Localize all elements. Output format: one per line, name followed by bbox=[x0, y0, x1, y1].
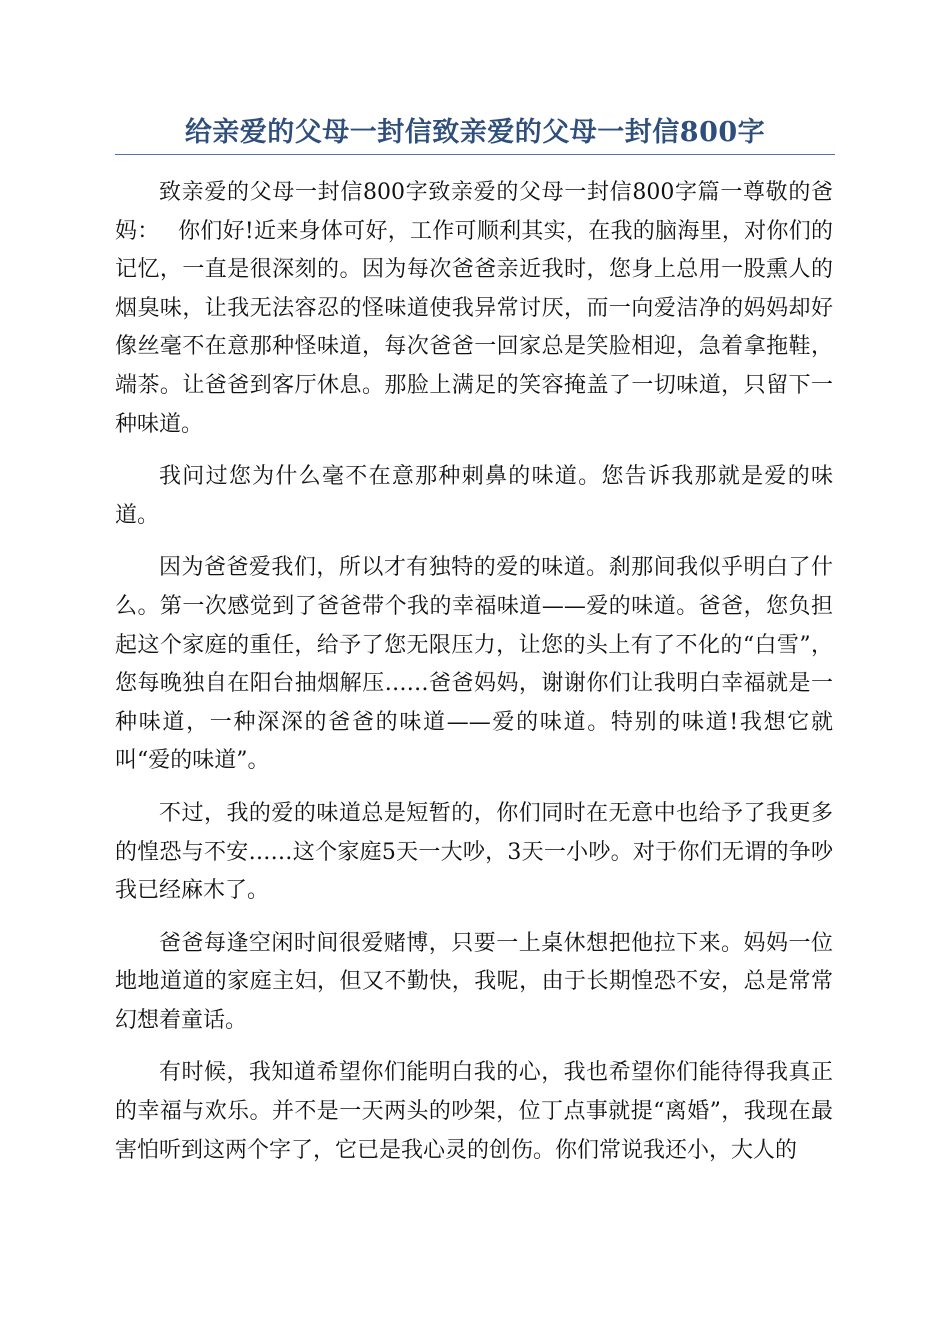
title-underline bbox=[115, 154, 835, 155]
paragraph: 因为爸爸爱我们，所以才有独特的爱的味道。刹那间我似乎明白了什么。第一次感觉到了爸爸带个我的幸福味道——爱的味道。爸爸，您负担起这个家庭的重任，给予了您无限压力，让您的头上有了不化的“白雪”，您每晚独自在阳台抽烟解压……爸爸妈妈，谢谢你们让我明白幸福就是一种味道，一种深深的爸爸的味道——爱的味道。特别的味道!我想它就叫“爱的味道”。 bbox=[115, 555, 833, 774]
paragraph: 不过，我的爱的味道总是短暂的，你们同时在无意中也给予了我更多的惶恐与不安……这个家庭5天一大吵，3天一小吵。对于你们无谓的争吵我已经麻木了。 bbox=[115, 800, 833, 904]
paragraph: 有时候，我知道希望你们能明白我的心，我也希望你们能待得我真正的幸福与欢乐。并不是一天两头的吵架，位丁点事就提“离婚”，我现在最害怕听到这两个字了，它已是我心灵的创伤。你们常说我还小，大人的 bbox=[115, 1060, 833, 1163]
paragraph: 致亲爱的父母一封信800字致亲爱的父母一封信800字篇一尊敬的爸妈： 你们好!近来身体可好，工作可顺利其实，在我的脑海里，对你们的记忆，一直是很深刻的。因为每次爸爸亲近我时，您身上总用一股熏人的烟臭味，让我无法容忍的怪味道使我异常讨厌，而一向爱洁净的妈妈却好像丝毫不在意那种怪味道，每次爸爸一回家总是笑脸相迎，急着拿拖鞋，端茶。让爸爸到客厅休息。那脸上满足的笑容掩盖了一切味道，只留下一种味道。 bbox=[115, 180, 833, 437]
document-body bbox=[115, 174, 833, 1184]
document-title: 给亲爱的父母一封信致亲爱的父母一封信800字 bbox=[184, 117, 766, 148]
paragraph: 我问过您为什么毫不在意那种刺鼻的味道。您告诉我那就是爱的味道。 bbox=[115, 464, 833, 528]
paragraph: 爸爸每逢空闲时间很爱赌博，只要一上桌休想把他拉下来。妈妈一位地地道道的家庭主妇，但又不勤快，我呢，由于长期惶恐不安，总是常常幻想着童话。 bbox=[115, 930, 833, 1033]
